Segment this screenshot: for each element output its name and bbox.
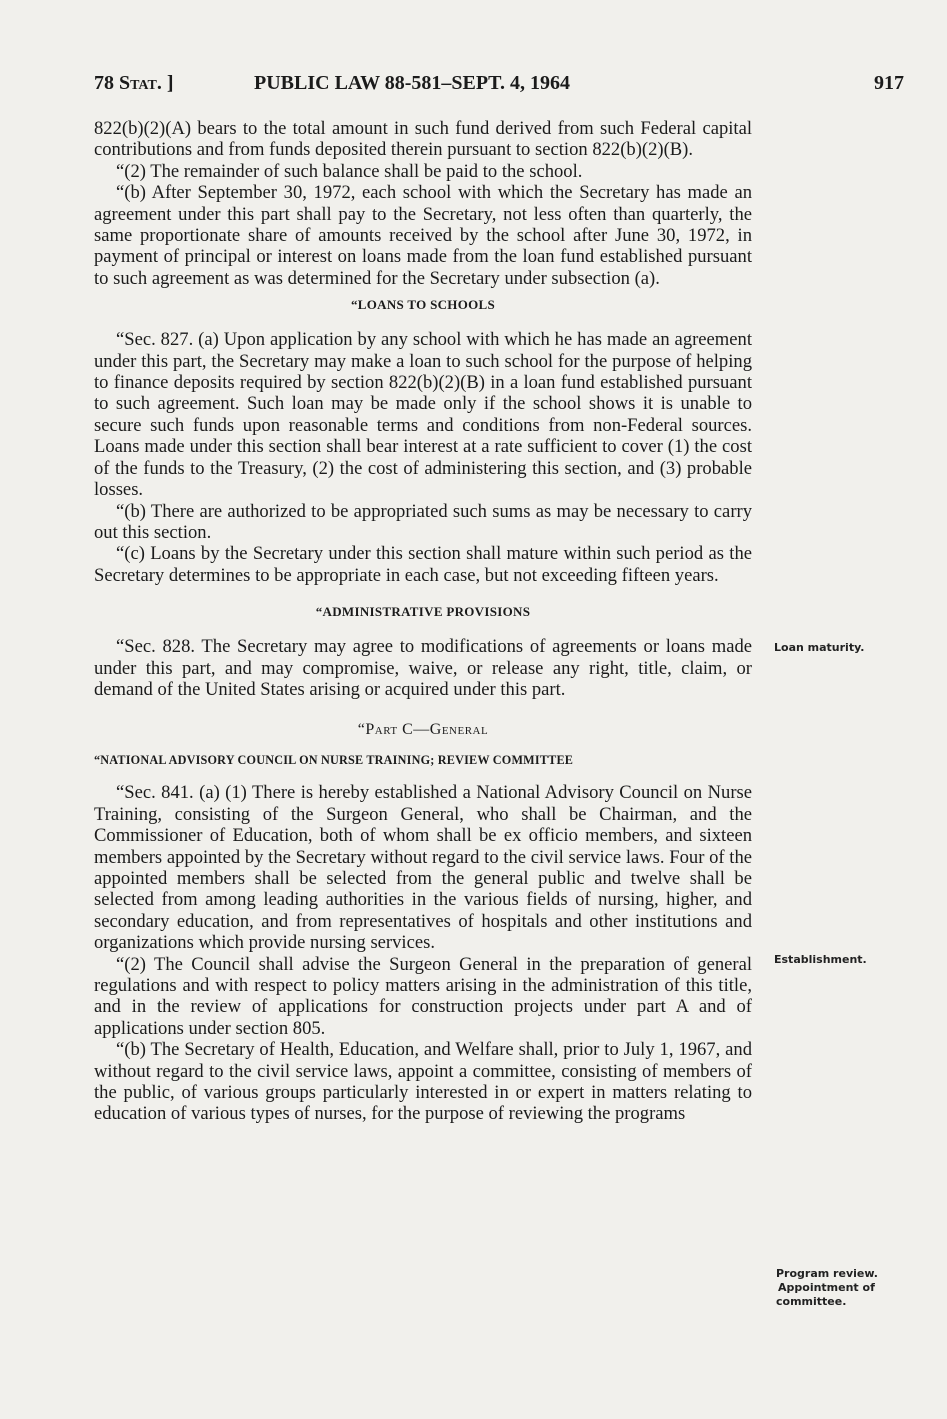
running-title: PUBLIC LAW 88-581–SEPT. 4, 1964: [254, 72, 570, 94]
margin-note-committee: committee.: [776, 1295, 847, 1308]
statute-volume: 78 Stat. ]: [94, 72, 174, 94]
page-number: 917: [874, 72, 904, 94]
section-841b: “(b) The Secretary of Health, Education, and Welfare shall, prior to July 1, 1967, and without regard to the civil service laws, appoint a committee, consisting of members of the public, of various groups particularly interested in or expert in matters relating to education of various types of nurses, for the purpose of reviewing the programs: [94, 1039, 752, 1125]
margin-note-establishment: Establishment.: [774, 953, 867, 966]
margin-note-appointment: Appointment of: [778, 1281, 875, 1294]
section-827b: “(b) There are authorized to be appropriated such sums as may be necessary to carry out this section.: [94, 500, 752, 543]
section-827a: “Sec. 827. (a) Upon application by any school with which he has made an agreement under this part, the Secretary may make a loan to such school for the purpose of helping to finance deposits required by section 822(b)(2)(B) in a loan fund established pursuant to such agreement. Such loan may be made only if the school shows it is unable to secure such funds upon reasonable terms and conditions from non-Federal sources. Loans made under this section shall bear interest at a rate sufficient to cover (1) the cost of the funds to the Treasury, (2) the cost of administering this section, and (3) probable losses.: [94, 329, 752, 501]
heading-national-advisory-council: “NATIONAL ADVISORY COUNCIL ON NURSE TRAINING; REVIEW COMMITTEE: [94, 753, 574, 768]
page-header: [94, 72, 904, 102]
section-841a2: “(2) The Council shall advise the Surgeon General in the preparation of general regulations and with respect to policy matters arising in the administration of this title, and in the review of applications for construction projects under part A and of applications under section 805.: [94, 953, 752, 1039]
margin-note-loan-maturity: Loan maturity.: [774, 641, 865, 654]
paragraph-3: “(b) After September 30, 1972, each school with which the Secretary has made an agreement under this part shall pay to the Secretary, not less often than quarterly, the same proportionate share of amounts received by the school after June 30, 1972, in payment of principal or interest on loans made from the loan fund established pursuant to such agreement as was determined for the Secretary under subsection (a).: [94, 182, 752, 289]
section-828: “Sec. 828. The Secretary may agree to modifications of agreements or loans made under this part, and may compromise, waive, or release any right, title, claim, or demand of the United States arising or acquired under this part.: [94, 636, 752, 700]
paragraph-2: “(2) The remainder of such balance shall be paid to the school.: [116, 160, 583, 182]
section-841a1: “Sec. 841. (a) (1) There is hereby established a National Advisory Council on Nurse Training, consisting of the Surgeon General, who shall be Chairman, and the Commissioner of Education, both of whom shall be ex officio members, and sixteen members appointed by the Secretary without regard to the civil service laws. Four of the appointed members shall be selected from the general public and twelve shall be selected from among leading authorities in the various fields of nursing, higher, and secondary education, and from representatives of hospitals and other institutions and organizations which provide nursing services.: [94, 782, 752, 954]
margin-note-program-review: Program review.: [776, 1267, 878, 1280]
heading-loans-to-schools: “LOANS TO SCHOOLS: [350, 297, 496, 313]
heading-administrative-provisions: “ADMINISTRATIVE PROVISIONS: [315, 604, 531, 620]
heading-part-c: “Part C—General: [357, 721, 489, 739]
section-827c: “(c) Loans by the Secretary under this section shall mature within such period as the Secretary determines to be appropriate in each case, but not exceeding fifteen years.: [94, 543, 752, 586]
body-text: [94, 118, 752, 1125]
paragraph-continuation: 822(b)(2)(A) bears to the total amount in such fund derived from such Federal capital contributions and from funds deposited therein pursuant to section 822(b)(2)(B).: [94, 118, 752, 161]
